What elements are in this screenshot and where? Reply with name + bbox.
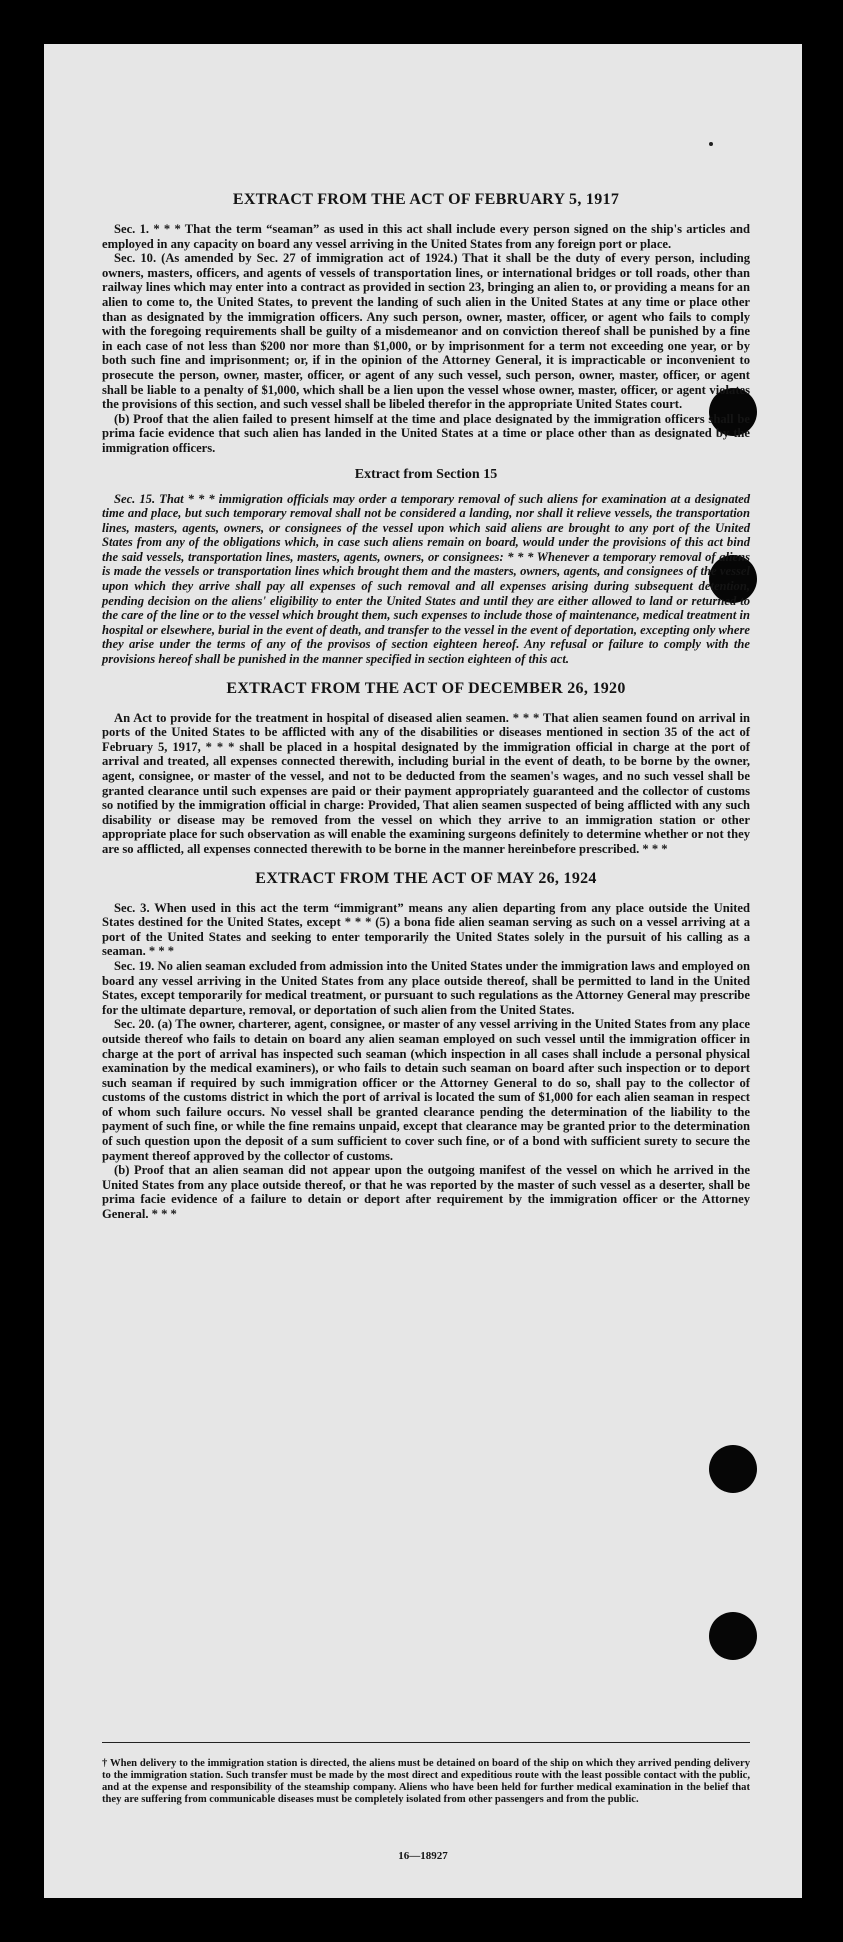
paragraph-sec-20-a: Sec. 20. (a) The owner, charterer, agent, consignee, or master of any vessel arriving in the United States from any place outside thereof who fails to detain on board any alien seaman employed on such vessel until the immigration officer in charge at the port of arrival has inspected such seaman (which inspection in all cases shall include a personal physical examination by the medical examiners), or who fails to detain such seaman on board after such inspection or to deport such seaman if required by such immigration officer or the Attorney General to do so, shall pay to the collector of customs of the customs district in which the port of arrival is located the sum of $1,000 for each alien seaman in respect of whom such failure occurs. No vessel shall be granted clearance pending the determination of the liability to the payment of such fine, or while the fine remains unpaid, except that clearance may be granted prior to the determination of such question upon the deposit of a sum sufficient to cover such fine, or of a bond with sufficient surety to secure the payment thereof approved by the collector of customs. [102, 1017, 750, 1163]
binder-hole [709, 1445, 757, 1493]
paragraph-sec-15: Sec. 15. That * * * immigration officials may order a temporary removal of such aliens for examination at a designated time and place, but such temporary removal shall not be considered a landing, nor shall it relieve vessels, the transportation lines, masters, agents, owners, or consignees of the vessel upon which said aliens are brought to any port of the United States from any of the obligations which, in case such aliens remain on board, would under the provisions of this act bind the said vessels, transportation lines, masters, agents, owners, or consignees: * * * Whenever a temporary removal of aliens is made the vessels or transportation lines which brought them and the masters, owners, agents, and consignees of the vessel upon which they arrive shall pay all expenses of such removal and all expenses arising during subsequent detention, pending decision on the aliens' eligibility to enter the United States and until they are either allowed to land or returned to the care of the line or to the vessel which brought them, such expenses to include those of maintenance, medical treatment in hospital or elsewhere, burial in the event of death, and transfer to the vessel in the event of deportation, excepting only where they arise under the terms of any of the provisos of section eighteen hereof. Any refusal or failure to comply with the provisions hereof shall be punished in the manner specified in section eighteen of this act. [102, 491, 750, 667]
paragraph-dec-1920: An Act to provide for the treatment in hospital of diseased alien seamen. * * * That alien seamen found on arrival in ports of the United States to be afflicted with any of the disabilities or diseases mentioned in section 35 of the act of February 5, 1917, * * * shall be placed in a hospital designated by the immigration official in charge at the port of arrival and treated, all expenses connected therewith, including burial in the event of death, to be borne by the owner, agent, consignee, or master of the vessel, and not to be deducted from the seamen's wages, and no such vessel shall be granted clearance until such expenses are paid or their payment appropriately guaranteed and the collector of customs so notified by the immigration official in charge: Provided, That alien seamen suspected of being afflicted with any such disability or disease may be removed from the vessel on which they arrive to an immigration station or other appropriate place for such observation as will enable the examining surgeons definitely to determine whether or not they are so afflicted, all expenses connected therewith to be borne in the manner hereinbefore prescribed. * * * [102, 710, 750, 856]
speck [709, 142, 713, 146]
binder-hole [709, 1612, 757, 1660]
document-page [44, 44, 802, 1898]
document-body [102, 190, 750, 1222]
footnote-divider [102, 1742, 750, 1743]
heading-act-dec-1920: EXTRACT FROM THE ACT OF DECEMBER 26, 1920 [226, 679, 626, 697]
form-number: 16—18927 [398, 1850, 448, 1862]
section-feb-1917 [102, 222, 750, 456]
paragraph-sec-10-b: (b) Proof that the alien failed to present himself at the time and place designated by the immigration officers shall be prima facie evidence that such alien has landed in the United States at a time or place other than as designated by the immigration officers. [102, 411, 750, 455]
paragraph-sec-20-b: (b) Proof that an alien seaman did not appear upon the outgoing manifest of the vessel on which he arrived in the United States from any place outside thereof, or that he was reported by the master of such vessel as a deserter, shall be prima facie evidence of a failure to detain or deport after requirement by the immigration officer or the Attorney General. * * * [102, 1163, 750, 1222]
paragraph-sec-3: Sec. 3. When used in this act the term “immigrant” means any alien departing from any place outside the United States destined for the United States, except * * * (5) a bona fide alien seaman serving as such on a vessel arriving at a port of the United States and seeking to enter temporarily the United States solely in the pursuit of his calling as a seaman. * * * [102, 900, 750, 959]
footnote: † When delivery to the immigration station is directed, the aliens must be detained on board of the ship on which they arrived pending delivery to the immigration station. Such transfer must be made by the most direct and expeditious route with the least possible contact with the public, and at the expense and responsibility of the steamship company. Aliens who have been held for further medical examination in the belief that they are suffering from communicable diseases must be completely isolated from other passengers and from the public. [102, 1758, 750, 1805]
paragraph-sec-19: Sec. 19. No alien seaman excluded from admission into the United States under the immigration laws and employed on board any vessel arriving in the United States from any place outside thereof, shall be permitted to land in the United States, except temporarily for medical treatment, or pursuant to such regulations as the Attorney General may prescribe for the ultimate departure, removal, or deportation of such alien from the United States. [102, 958, 750, 1017]
section-may-1924 [102, 901, 750, 1222]
heading-act-feb-1917: EXTRACT FROM THE ACT OF FEBRUARY 5, 1917 [232, 191, 620, 208]
section-dec-1920 [102, 711, 750, 857]
heading-act-may-1924: EXTRACT FROM THE ACT OF MAY 26, 1924 [255, 869, 597, 887]
paragraph-sec-1: Sec. 1. * * * That the term “seaman” as used in this act shall include every person signed on the ship's articles and employed in any capacity on board any vessel arriving in the United States from any foreign port or place. [102, 222, 750, 251]
section-15 [102, 492, 750, 667]
paragraph-sec-10: Sec. 10. (As amended by Sec. 27 of immigration act of 1924.) That it shall be the duty of every person, including owners, masters, officers, and agents of vessels of transportation lines, or international bridges or toll roads, other than railway lines which may enter into a contract as provided in section 23, bringing an alien to, or providing a means for an alien to come to, the United States, to prevent the landing of such alien in the United States at any time or place other than as designated by the immigration officers. Any such person, owner, master, officer, or agent who fails to comply with the foregoing requirements shall be guilty of a misdemeanor and on conviction thereof shall be punished by a fine in each case of not less than $200 nor more than $1,000, or by imprisonment for a term not exceeding one year, or by both such fine and imprisonment; or, if in the opinion of the Attorney General, it is impracticable or inconvenient to prosecute the person, owner, master, officer, or agent of any such vessel, such person, owner, master, officer, or agent shall be liable to a penalty of $1,000, which shall be a lien upon the vessel whose owner, master, officer, or agent violates the provisions of this section, and such vessel shall be libeled therefor in the appropriate United States court. [102, 251, 750, 412]
heading-section-15: Extract from Section 15 [354, 466, 498, 482]
